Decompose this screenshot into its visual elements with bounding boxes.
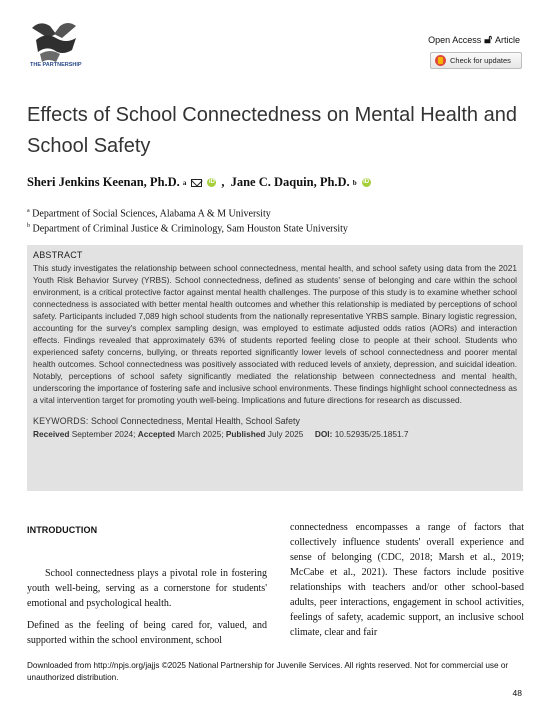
affiliation <box>27 223 348 234</box>
keywords <box>33 415 517 427</box>
abstract-box <box>27 245 523 491</box>
download-notice: Downloaded from http://npjs.org/jajjs ©2025 National Partnership for Juvenile Services. All rights reserved. Not for commercial use or unauthorized distribution. <box>27 661 509 682</box>
author-affiliation-marker: a <box>182 178 187 187</box>
section-heading: INTRODUCTION <box>27 525 98 535</box>
check-for-updates-button[interactable] <box>430 52 522 69</box>
published-label: Published <box>225 429 266 439</box>
crossmark-icon <box>435 55 446 66</box>
orcid-icon[interactable]: iD <box>363 179 370 185</box>
keywords-label: KEYWORDS: <box>33 416 89 426</box>
received-label: Received <box>33 429 70 439</box>
body-paragraph: connectedness encompasses a range of factors that collectively influence students' overall experience and sense of belonging (CDC, 2018; Marsh et al., 2019; McCabe et al., 2021). These factors include positive relationships with teachers and/or other school-based adults, peer interactions, engagement in school activities, feelings of safety, academic support, an inclusive school climate, clear and fair <box>290 522 524 638</box>
abstract-body: This study investigates the relationship between school connectedness, mental health, and school safety using data from the 2021 Youth Risk Behavior Survey (YRBS). School connectedness, defined as students' sense of belonging and care within the school environment, is a critical protective factor against mental health challenges. The purpose of this study is to examine whether school connectedness is associated with better mental health outcomes and whether this relationship is mediated by perceptions of school safety. Participants included 7,089 high school students from the nationally representative YRBS sample. Binary logistic regression, accounting for the survey's complex sampling design, was employed to estimate adjusted odds ratios (AORs) and interaction effects. Findings revealed that approximately 63% of students reported feeling close to people at their school. Students who experienced safety concerns, bullying, or threats reported significantly lower levels of school connectedness and poorer mental health outcomes. School connectedness was positively associated with reduced levels of anxiety, depression, and suicidal ideation. Notably, perceptions of school safety significantly mediated the relationship between connectedness and mental health, underscoring the importance of fostering safe and inclusive school environments. These findings highlight school connectedness as a vital intervention target for promoting youth well-being. Implications and future directions for research as discussed. <box>33 263 517 405</box>
doi-label: DOI: <box>314 429 333 439</box>
publication-dates <box>33 428 517 440</box>
check-for-updates-label: Check for updates <box>450 56 511 65</box>
partnership-logo-icon <box>26 18 84 80</box>
affiliation-text: Department of Social Sciences, Alabama A & M University <box>32 208 271 220</box>
accepted-label: Accepted <box>137 429 176 439</box>
author-name[interactable]: Sheri Jenkins Keenan, Ph.D. <box>27 175 180 189</box>
body-paragraph: Defined as the feeling of being cared for, valued, and supported within the school environment, school <box>27 620 267 646</box>
author-affiliation-marker: b <box>352 178 357 187</box>
body-paragraph: School connectedness plays a pivotal role in fostering youth well-being, serving as a cornerstone for students' emotional and psychological health. <box>27 568 267 609</box>
email-icon[interactable] <box>191 179 202 187</box>
logo-text: THE PARTNERSHIP <box>30 62 82 68</box>
doi-link[interactable]: 10.52935/25.1851.7 <box>334 429 409 439</box>
abstract-heading: ABSTRACT <box>33 250 83 260</box>
author-name[interactable]: Jane C. Daquin, Ph.D. <box>230 175 350 189</box>
received-date: September 2024; <box>71 429 136 439</box>
affiliation-marker: a <box>27 208 30 214</box>
article-title: Effects of School Connectedness on Mental Health and School Safety <box>27 104 517 157</box>
accepted-date: March 2025; <box>177 429 224 439</box>
affiliation <box>27 208 271 219</box>
open-access-label <box>428 32 520 47</box>
open-access-icon: 🔓︎ <box>484 32 492 46</box>
open-access-text: Open Access <box>428 34 482 45</box>
published-date: July 2025 <box>267 429 304 439</box>
affiliation-marker: b <box>27 223 30 229</box>
affiliation-text: Department of Criminal Justice & Criminology, Sam Houston State University <box>32 223 348 235</box>
orcid-icon[interactable]: iD <box>208 179 215 185</box>
author-list: Sheri Jenkins Keenan, Ph.D. a iD , Jane C. Daquin, Ph.D. b iD <box>27 175 370 189</box>
article-label: Article <box>494 34 520 45</box>
page-number: 48 <box>512 688 522 698</box>
keywords-text: School Connectedness, Mental Health, School Safety <box>91 416 300 426</box>
